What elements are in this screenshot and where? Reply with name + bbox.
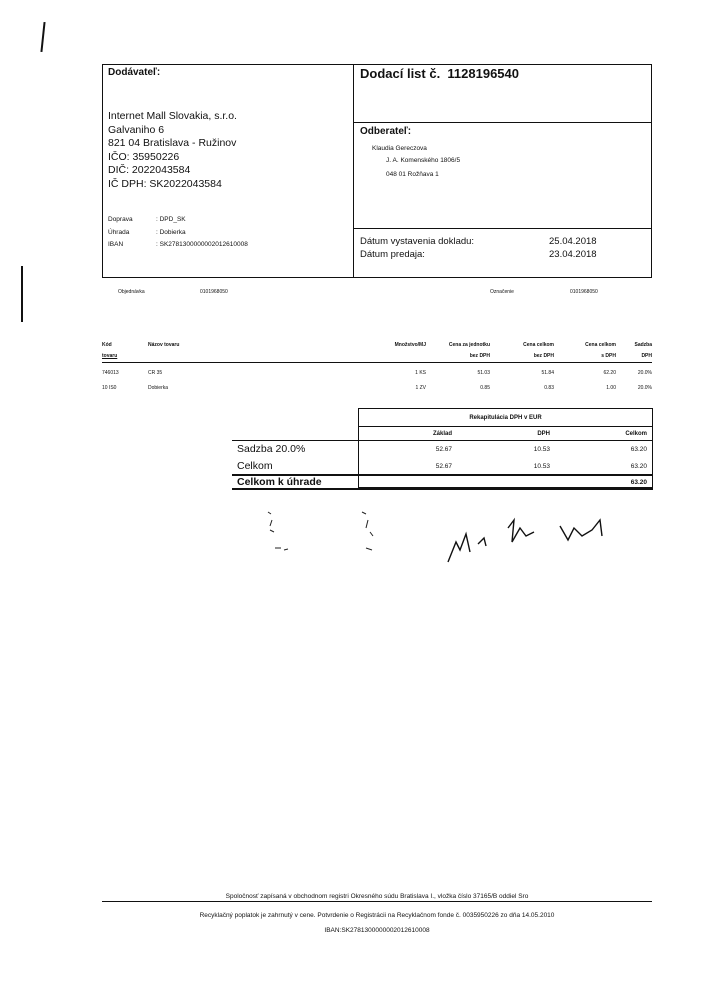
cell-vat-rate: 20.0%: [637, 370, 652, 376]
vat-bottom-rule: [232, 488, 653, 490]
date-label: Dátum predaja:: [360, 249, 425, 260]
date-value: 25.04.2018: [549, 236, 597, 247]
col-header-sub: DPH: [641, 353, 652, 359]
cell-unit-price: 51.03: [477, 370, 490, 376]
stamp-scribble-left: [268, 512, 373, 550]
vat-row-label: Celkom: [237, 460, 273, 472]
vat-header: Celkom: [625, 431, 647, 437]
supplier-heading: Dodávateľ:: [108, 67, 161, 78]
grand-total-label: Celkom k úhrade: [237, 476, 322, 488]
footer-line: Recyklačný poplatok je zahrnutý v cene. Potvrdenie o Registrácii na Recyklačnom fonde č. 0035950226 zo dňa 14.05.2010: [199, 912, 555, 919]
order-value: 0101968050: [200, 289, 228, 295]
col-header: Cena celkom: [523, 342, 554, 348]
cell-total-gross: 1.00: [606, 385, 616, 391]
detail-value: : Dobierka: [156, 228, 186, 236]
document-title: Dodací list č. 1128196540: [360, 66, 519, 81]
vat-header-rule: [232, 440, 653, 441]
order-label: Objednávka: [118, 289, 145, 295]
cell-total-net: 0.83: [544, 385, 554, 391]
footer-line: IBAN:SK2781300000002012610008: [324, 927, 430, 934]
detail-row: [108, 227, 348, 240]
vat-row-vat: 10.53: [533, 446, 550, 453]
cell-qty: 1 KS: [415, 370, 426, 376]
customer-heading: Odberateľ:: [360, 126, 412, 137]
col-header: Názov tovaru: [148, 342, 180, 348]
cell-name: CR 35: [148, 370, 163, 376]
vat-row-label: Sadzba 20.0%: [237, 443, 306, 455]
supplier-details: [108, 214, 348, 252]
document-customer-divider: [353, 122, 652, 123]
date-label: Dátum vystavenia dokladu:: [360, 236, 475, 247]
cell-total-net: 51.84: [541, 370, 554, 376]
detail-label: IBAN: [108, 241, 124, 248]
scan-mark-left: [21, 266, 23, 322]
supplier-line: IČO: 35950226: [108, 150, 180, 163]
col-header: Cena celkom: [585, 342, 616, 348]
grand-total-value: 63.20: [630, 479, 647, 486]
vat-title-rule: [358, 426, 653, 427]
customer-dates-divider: [353, 228, 652, 229]
detail-label: Úhrada: [108, 228, 130, 236]
cell-total-gross: 62.20: [603, 370, 616, 376]
scan-mark-top: [40, 22, 45, 52]
supplier-line: DIČ: 2022043584: [108, 164, 191, 177]
supplier-line: Galvaniho 6: [108, 123, 165, 136]
vat-header: DPH: [537, 431, 550, 437]
vat-row-base: 52.67: [435, 463, 452, 470]
ref-label: Označenie: [490, 289, 514, 295]
supplier-line: Internet Mall Slovakia, s.r.o.: [108, 110, 237, 122]
col-header-sub: bez DPH: [469, 353, 490, 359]
cell-qty: 1 ZV: [415, 385, 426, 391]
ref-value: 0101968050: [570, 289, 598, 295]
detail-row: [108, 239, 348, 252]
items-header-rule: [102, 362, 652, 363]
col-header-sub: tovaru: [102, 353, 118, 359]
customer-line: 048 01 Rožňava 1: [386, 171, 439, 178]
col-header: Množstvo/MJ: [394, 342, 426, 348]
vat-row-base: 52.67: [435, 446, 452, 453]
customer-line: Klaudia Gereczova: [372, 145, 427, 152]
cell-vat-rate: 20.0%: [637, 385, 652, 391]
col-header-sub: s DPH: [601, 353, 616, 359]
cell-code: 746013: [102, 370, 119, 376]
footer-line: Spoločnosť zapísaná v obchodnom registri Okresného súdu Bratislava I., vložka číslo 37165/B oddiel Sro: [225, 893, 529, 900]
cell-code: 10 IS0: [102, 385, 117, 391]
vat-row-vat: 10.53: [533, 463, 550, 470]
cell-unit-price: 0.85: [480, 385, 490, 391]
detail-row: [108, 214, 348, 227]
detail-label: Doprava: [108, 216, 133, 223]
detail-value: : SK2781300000002012610008: [156, 241, 248, 248]
col-header: Sadzba: [634, 342, 652, 348]
vat-row-total: 63.20: [630, 446, 647, 453]
vat-summary-title: Rekapitulácia DPH v EUR: [469, 415, 542, 421]
cell-name: Dobierka: [148, 385, 169, 391]
date-value: 23.04.2018: [549, 249, 597, 260]
col-header: Kód: [102, 342, 112, 348]
detail-value: : DPD_SK: [156, 216, 186, 223]
col-header-sub: bez DPH: [533, 353, 554, 359]
signature: [448, 520, 602, 562]
footer-rule: [102, 901, 652, 902]
supplier-line: 821 04 Bratislava - Ružinov: [108, 137, 237, 150]
supplier-line: IČ DPH: SK2022043584: [108, 177, 222, 190]
vat-header: Základ: [432, 431, 452, 437]
vat-row-total: 63.20: [630, 463, 647, 470]
col-header: Cena za jednotku: [448, 342, 490, 348]
supplier-lines: [108, 110, 237, 192]
customer-line: J. A. Komenského 1806/5: [386, 157, 461, 164]
